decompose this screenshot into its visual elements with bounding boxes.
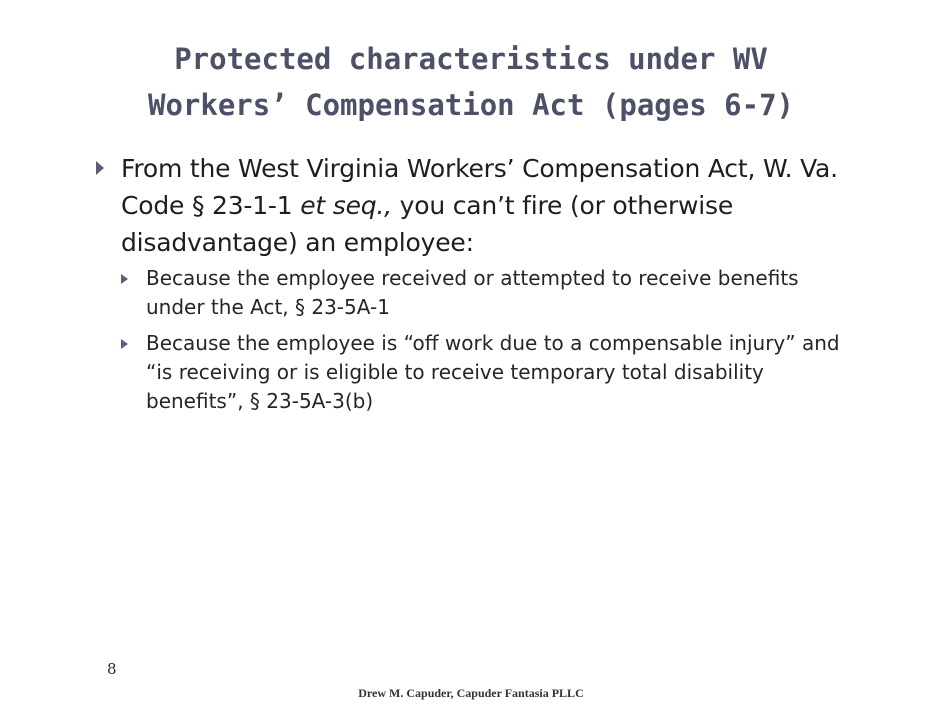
title-line-2: Workers’ Compensation Act (pages 6-7) [147, 88, 794, 122]
title-line-1: Protected characteristics under WV [174, 42, 768, 76]
sub-bullet-1-text: Because the employee received or attempted to receive benefits under the Act, § 23-5A-1 [146, 266, 799, 319]
bullet-main-italic: et seq., [300, 191, 392, 220]
triangle-right-icon [121, 339, 128, 349]
sub-bullet-2-text: Because the employee is “off work due to a compensable injury” and “is receiving or is eligible to receive temporary total disability benefits”, § 23-5A-3(b) [146, 331, 840, 413]
triangle-right-icon [96, 161, 104, 175]
sub-bullet-2 [121, 329, 856, 416]
bullet-main-text-2: you can’t fire (or otherwise disadvantage) an employee: [121, 191, 734, 257]
footer-credit: Drew M. Capuder, Capuder Fantasia PLLC [358, 686, 584, 700]
page-number: 8 [107, 660, 117, 678]
bullet-main [96, 150, 856, 261]
triangle-right-icon [121, 274, 128, 284]
sub-bullet-1 [121, 264, 856, 322]
sub-bullet-list [121, 264, 856, 416]
slide-title [60, 36, 882, 128]
slide-content [96, 150, 856, 423]
bullet-main-text-1: From the West Virginia Workers’ Compensation Act, W. Va. Code § 23-1-1 [121, 154, 838, 220]
